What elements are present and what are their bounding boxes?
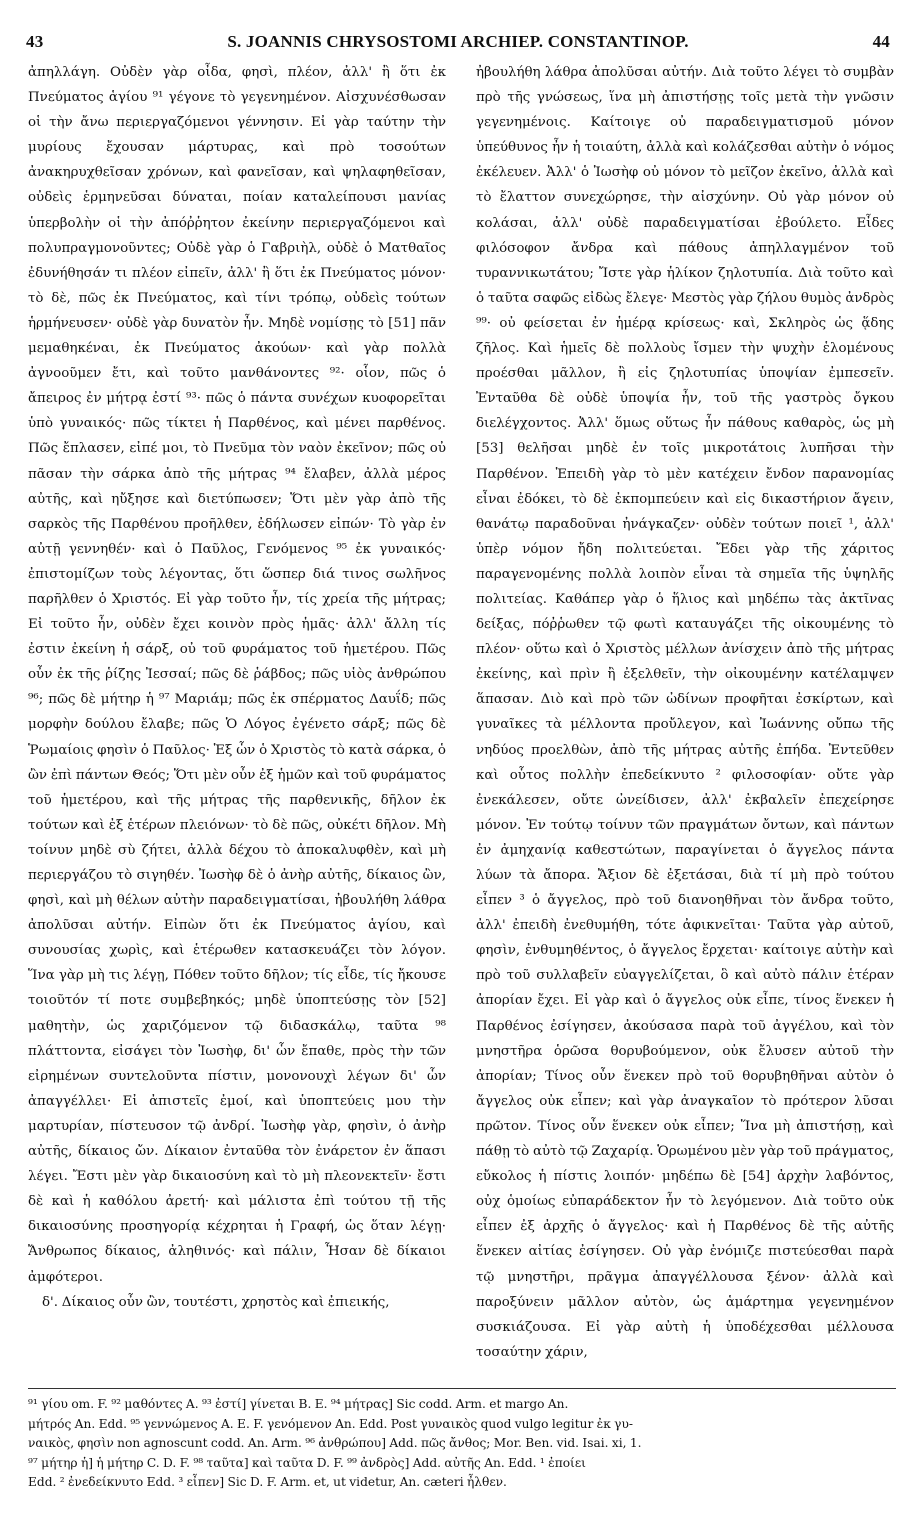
footnote-line: ⁹¹ γίου om. F. ⁹² μαθόντες A. ⁹³ ἐστί] γίνεται B. E. ⁹⁴ μήτρας] Sic codd. Arm. et margo An. (28, 1397, 569, 1411)
footnote-line: ναικὸς, φησὶν non agnoscunt codd. An. Arm. ⁹⁶ ἀνθρώπου] Add. πῶς ἄνθος; Mor. Ben. vid. Isai. xi, 1. (28, 1436, 642, 1450)
right-column-paragraph: ἠβουλήθη λάθρα ἀπολῦσαι αὐτήν. Διὰ τοῦτο λέγει τὸ συμβὰν πρὸ τῆς γνώσεως, ἵνα μὴ ἀπιστήσῃς τοῖς μετὰ τὴν γνῶσιν γεγενημένοις. Καίτοιγε οὐ παραδειγματισμοῦ μόνον ὑπεύθυνος ἦν ἡ τοιαύτη, ἀλλὰ καὶ κολάζεσθαι αὐτὴν ὁ νόμος ἐκέλευεν. Ἀλλ' ὁ Ἰωσὴφ οὐ μόνον τὸ μεῖζον ἐκεῖνο, ἀλλὰ καὶ τὸ ἔλαττον συνεχώρησε, τὴν αἰσχύνην. Οὐ γὰρ μόνον οὐ κολάσαι, ἀλλ' οὐδὲ παραδειγματίσαι ἐβούλετο. Εἶδες φιλόσοφον ἄνδρα καὶ πάθους ἀπηλλαγμένον τοῦ τυραννικωτάτου; Ἴστε γὰρ ἡλίκον ζηλοτυπία. Διὰ τοῦτο καὶ ὁ ταῦτα σαφῶς εἰδὼς ἔλεγε· Μεστὸς γὰρ ζήλου θυμὸς ἀνδρὸς ⁹⁹· οὐ φείσεται ἐν ἡμέρᾳ κρίσεως· καὶ, Σκληρὸς ὡς ᾅδης ζῆλος. Καὶ ἡμεῖς δὲ πολλοὺς ἴσμεν τὴν ψυχὴν ἑλομένους προέσθαι μᾶλλον, ἢ εἰς ζηλοτυπίας ὑποψίαν ἐμπεσεῖν. Ἐνταῦθα δὲ οὐδὲ ὑποψία ἦν, τοῦ τῆς γαστρὸς ὄγκου διελέγχοντος. Ἀλλ' ὅμως οὕτως ἦν πάθους καθαρὸς, ὡς μὴ [53] θελῆσαι μηδὲ ἐν τοῖς μικροτάτοις λυπῆσαι τὴν Παρθένον. Ἐπειδὴ γὰρ τὸ μὲν κατέχειν ἔνδον παρανομίας εἶναι ἐδόκει, τὸ δὲ ἐκπομπεύειν καὶ εἰς δικαστήριον ἄγειν, θανάτῳ παραδοῦναι ἠνάγκαζεν· οὐδὲν τούτων ποιεῖ ¹, ἀλλ' ὑπὲρ νόμον ἤδη πολιτεύεται. Ἔδει γὰρ τῆς χάριτος παραγενομένης πολλὰ λοιπὸν εἶναι τὰ σημεῖα τῆς ὑψηλῆς πολιτείας. Καθάπερ γὰρ ὁ ἥλιος καὶ μηδέπω τὰς ἀκτῖνας δείξας, πόῤῥωθεν τῷ φωτὶ καταυγάζει τῆς οἰκουμένης τὸ πλέον· οὕτω καὶ ὁ Χριστὸς μέλλων ἀνίσχειν ἀπὸ τῆς μήτρας ἐκείνης, καὶ πρὶν ἢ ἐξελθεῖν, τὴν οἰκουμένην κατέλαμψεν ἅπασαν. Διὸ καὶ πρὸ τῶν ὠδίνων προφῆται ἐσκίρτων, καὶ γυναῖκες τὰ μέλλοντα προὔλεγον, καὶ Ἰωάννης οὔπω τῆς νηδύος προελθὼν, ἀπὸ τῆς μήτρας αὐτῆς ἐπήδα. Ἐντεῦθεν καὶ οὗτος πολλὴν ἐπεδείκνυτο ² φιλοσοφίαν· οὔτε γὰρ ἐνεκάλεσεν, οὔτε ὠνείδισεν, ἀλλ' ἐκβαλεῖν ἐπεχείρησε μόνον. Ἐν τούτῳ τοίνυν τῶν πραγμάτων ὄντων, καὶ πάντων ἐν ἀμηχανίᾳ καθεστώτων, παραγίνεται ὁ ἄγγελος πάντα λύων τὰ ἄπορα. Ἄξιον δὲ ἐξετάσαι, διὰ τί μὴ πρὸ τούτου εἶπεν ³ ὁ ἄγγελος, πρὸ τοῦ διανοηθῆναι τὸν ἄνδρα τοῦτο, ἀλλ' ἐπειδὴ ἐνεθυμήθη, τότε ἀφικνεῖται· Ταῦτα γὰρ αὐτοῦ, φησὶν, ἐνθυμηθέντος, ὁ ἄγγελος ἔρχεται· καίτοιγε αὐτὴν καὶ πρὸ τοῦ συλλαβεῖν εὐαγγελίζεται, ὃ καὶ αὐτὸ πάλιν ἑτέραν ἀπορίαν ἔχει. Εἰ γὰρ καὶ ὁ ἄγγελος οὐκ εἶπε, τίνος ἕνεκεν ἡ Παρθένος ἐσίγησεν, ἀκούσασα παρὰ τοῦ ἀγγέλου, καὶ τὸν μνηστῆρα ὁρῶσα θορυβούμενον, οὐκ ἔλυσεν αὐτοῦ τὴν ἀπορίαν; Τίνος οὖν ἕνεκεν πρὸ τοῦ θορυβηθῆναι αὐτὸν ὁ ἄγγελος οὐκ εἶπεν; καὶ γὰρ ἀναγκαῖον τὸ πρότερον λῦσαι πρῶτον. Τίνος οὖν ἕνεκεν οὐκ εἶπεν; Ἵνα μὴ ἀπιστήσῃ, καὶ πάθῃ τὸ αὐτὸ τῷ Ζαχαρίᾳ. Ὁρωμένου μὲν γὰρ τοῦ πράγματος, εὔκολος ἡ πίστις λοιπόν· μηδέπω δὲ [54] ἀρχὴν λαβόντος, οὐχ ὁμοίως εὐπαράδεκτον ἦν τὸ λεγόμενον. Διὰ τοῦτο οὐκ εἶπεν ἐξ ἀρχῆς ὁ ἄγγελος· καὶ ἡ Παρθένος δὲ τῆς αὐτῆς ἕνεκεν αἰτίας ἐσίγησεν. Οὐ γὰρ ἐνόμιζε πιστεύεσθαι παρὰ τῷ μνηστῆρι, πρᾶγμα ἀπαγγέλλουσα ξένον· ἀλλὰ καὶ παροξύνειν μᾶλλον αὐτὸν, ὡς ἁμάρτημα γεγενημένον συσκιάζουσα. Εἰ γὰρ αὐτὴ ἡ ὑποδέχεσθαι μέλλουσα τοσαύτην χάριν, (476, 65, 894, 1360)
right-column (476, 60, 894, 1365)
text-columns (28, 60, 896, 1378)
footnote-line: Edd. ² ἐνεδείκνυτο Edd. ³ εἶπεν] Sic D. F. Arm. et, ut videtur, An. cæteri ἦλθεν. (28, 1475, 507, 1489)
footnote-line: ⁹⁷ μήτηρ ἡ] ἡ μήτηρ C. D. F. ⁹⁸ ταῦτα] καὶ ταῦτα D. F. ⁹⁹ ἀνδρὸς] Add. αὐτῆς An. Edd. ¹ ἐποίει (28, 1455, 586, 1470)
running-header (26, 32, 890, 56)
footnote-line: μήτρός An. Edd. ⁹⁵ γεννώμενος A. E. F. γενόμενον An. Edd. Post γυναικὸς quod vulgo legitur ἐκ γυ- (28, 1416, 633, 1431)
left-column (28, 60, 446, 1315)
left-column-paragraph: ἀπηλλάγη. Οὐδὲν γὰρ οἶδα, φησὶ, πλέον, ἀλλ' ἢ ὅτι ἐκ Πνεύματος ἁγίου ⁹¹ γέγονε τὸ γεγενημένον. Αἰσχυνέσθωσαν οἱ τὴν ἄνω περιεργαζόμενοι γέννησιν. Εἰ γὰρ ταύτην τὴν μυρίους ἔχουσαν μάρτυρας, καὶ πρὸ τοσούτων ἀνακηρυχθεῖσαν χρόνων, καὶ φανεῖσαν, καὶ ψηλαφηθεῖσαν, οὐδεὶς ἑρμηνεῦσαι δύναται, ποίαν καταλείπουσι μανίας ὑπερβολὴν οἱ τὴν ἀπόῤῥητον ἐκείνην περιεργαζόμενοι καὶ πολυπραγμονοῦντες; Οὐδὲ γὰρ ὁ Γαβριὴλ, οὐδὲ ὁ Ματθαῖος ἐδυνήθησάν τι πλέον εἰπεῖν, ἀλλ' ἢ ὅτι ἐκ Πνεύματος μόνον· τὸ δὲ, πῶς ἐκ Πνεύματος, καὶ τίνι τρόπῳ, οὐδεὶς τούτων ἡρμήνευσεν· οὐδὲ γὰρ δυνατὸν ἦν. Μηδὲ νομίσῃς τὸ [51] πᾶν μεμαθηκέναι, ἐκ Πνεύματος ἀκούων· καὶ γὰρ πολλὰ ἀγνοοῦμεν ἔτι, καὶ τοῦτο μανθάνοντες ⁹²· οἷον, πῶς ὁ ἄπειρος ἐν μήτρᾳ ἐστί ⁹³· πῶς ὁ πάντα συνέχων κυοφορεῖται ὑπὸ γυναικός· πῶς τίκτει ἡ Παρθένος, καὶ μένει παρθένος. Πῶς ἔπλασεν, εἰπέ μοι, τὸ Πνεῦμα τὸν ναὸν ἐκεῖνον; πῶς οὐ πᾶσαν τὴν σάρκα ἀπὸ τῆς μήτρας ⁹⁴ ἔλαβεν, ἀλλὰ μέρος αὐτῆς, καὶ ηὔξησε καὶ διετύπωσεν; Ὅτι μὲν γὰρ ἀπὸ τῆς σαρκὸς τῆς Παρθένου προῆλθεν, ἐδήλωσεν εἰπών· Τὸ γὰρ ἐν αὐτῇ γεννηθέν· καὶ ὁ Παῦλος, Γενόμενος ⁹⁵ ἐκ γυναικός· ἐπιστομίζων τοὺς λέγοντας, ὅτι ὥσπερ διά τινος σωλῆνος παρῆλθεν ὁ Χριστός. Εἰ γὰρ τοῦτο ἦν, τίς χρεία τῆς μήτρας; Εἰ τοῦτο ἦν, οὐδὲν ἔχει κοινὸν πρὸς ἡμᾶς· ἀλλ' ἄλλη τίς ἐστιν ἐκείνη ἡ σάρξ, οὐ τοῦ φυράματος τοῦ ἡμετέρου. Πῶς οὖν ἐκ τῆς ῥίζης Ἰεσσαί; πῶς δὲ ῥάβδος; πῶς υἱὸς ἀνθρώπου ⁹⁶; πῶς δὲ μήτηρ ἡ ⁹⁷ Μαριάμ; πῶς ἐκ σπέρματος Δαυΐδ; πῶς μορφὴν δούλου ἔλαβε; πῶς Ὁ Λόγος ἐγένετο σάρξ; πῶς δὲ Ῥωμαίοις φησὶν ὁ Παῦλος· Ἐξ ὧν ὁ Χριστὸς τὸ κατὰ σάρκα, ὁ ὢν ἐπὶ πάντων Θεός; Ὅτι μὲν οὖν ἐξ ἡμῶν καὶ τοῦ φυράματος τοῦ ἡμετέρου, καὶ τῆς μήτρας τῆς παρθενικῆς, δῆλον ἐκ τούτων καὶ ἐξ ἑτέρων πλειόνων· τὸ δὲ πῶς, οὐκέτι δῆλον. Μὴ τοίνυν μηδὲ σὺ ζήτει, ἀλλὰ δέχου τὸ ἀποκαλυφθὲν, καὶ μὴ περιεργάζου τὸ σιγηθέν. Ἰωσὴφ δὲ ὁ ἀνὴρ αὐτῆς, δίκαιος ὢν, φησὶ, καὶ μὴ θέλων αὐτὴν παραδειγματίσαι, ἠβουλήθη λάθρα ἀπολῦσαι αὐτήν. Εἰπὼν ὅτι ἐκ Πνεύματος ἁγίου, καὶ συνουσίας χωρὶς, καὶ ἑτέρωθεν κατασκευάζει τὸν λόγον. Ἵνα γὰρ μὴ τις λέγῃ, Πόθεν τοῦτο δῆλον; τίς εἶδε, τίς ἤκουσε τοιοῦτόν τί ποτε συμβεβηκός; μηδὲ ὑποπτεύσῃς τὸν [52] μαθητὴν, ὡς χαριζόμενον τῷ διδασκάλῳ, ταῦτα ⁹⁸ πλάττοντα, εἰσάγει τὸν Ἰωσὴφ, δι' ὧν ἔπαθε, πρὸς τὴν τῶν εἰρημένων συντελοῦντα πίστιν, μονονουχὶ λέγων δι' ὧν ἀπαγγέλλει· Εἰ ἀπιστεῖς ἐμοί, καὶ ὑποπτεύεις μου τὴν μαρτυρίαν, πίστευσον τῷ ἀνδρί. Ἰωσὴφ γὰρ, φησὶν, ὁ ἀνὴρ αὐτῆς, δίκαιος ὤν. Δίκαιον ἐνταῦθα τὸν ἐνάρετον ἐν ἅπασι λέγει. Ἔστι μὲν γὰρ δικαιοσύνη καὶ τὸ μὴ πλεονεκτεῖν· ἔστι δὲ καὶ ἡ καθόλου ἀρετή· καὶ μάλιστα ἐπὶ τούτου τῇ τῆς δικαιοσύνης προσηγορίᾳ κέχρηται ἡ Γραφή, ὡς ὅταν λέγῃ· Ἄνθρωπος δίκαιος, ἀληθινός· καὶ πάλιν, Ἦσαν δὲ δίκαιοι ἀμφότεροι. (28, 65, 446, 1285)
section-4-opening: δ'. Δίκαιος οὖν ὢν, τουτέστι, χρηστὸς καὶ ἐπιεικής, (42, 1294, 390, 1310)
running-title: S. JOANNIS CHRYSOSTOMI ARCHIEP. CONSTANTINOP. (227, 32, 689, 51)
page-number-right: 44 (872, 32, 890, 51)
footnotes (28, 1388, 896, 1493)
page-number-left: 43 (26, 32, 44, 51)
